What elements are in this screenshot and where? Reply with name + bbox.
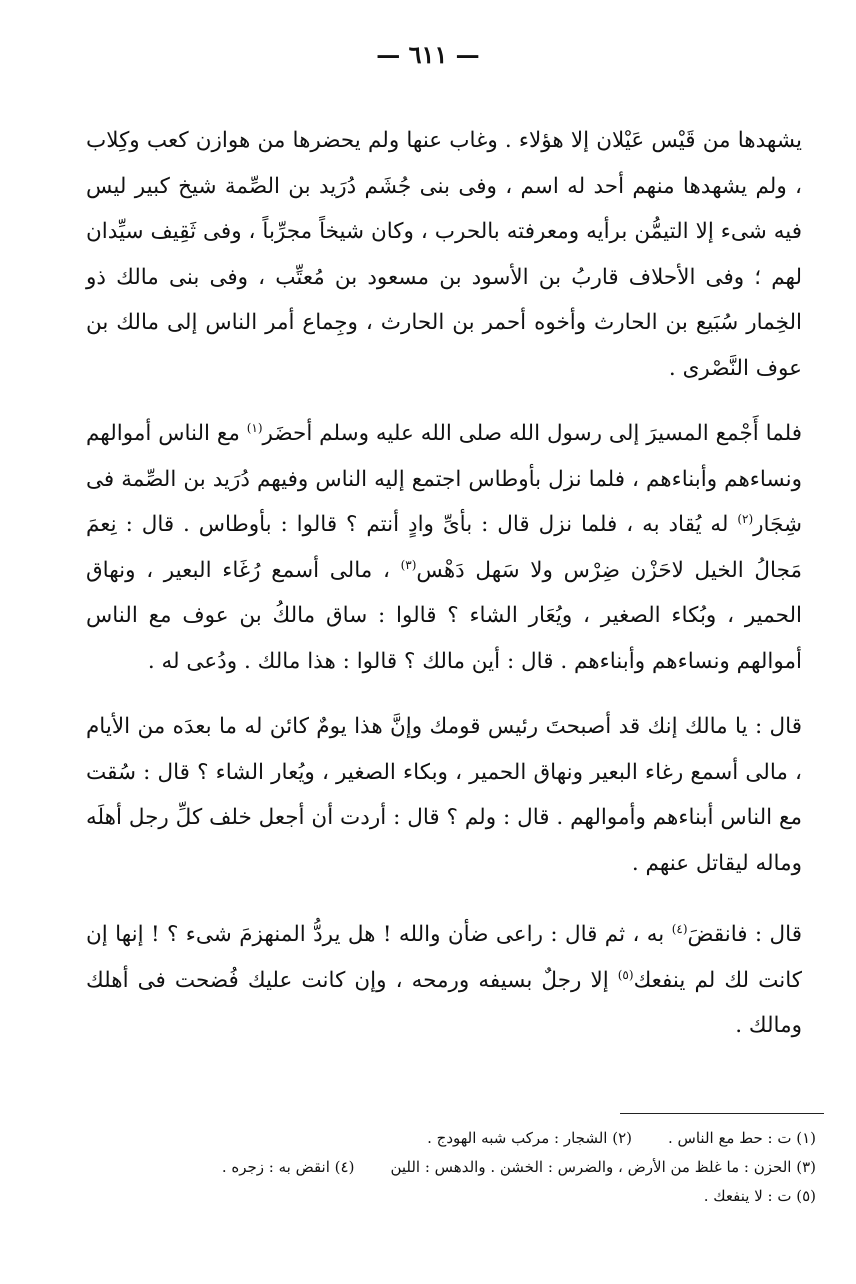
paragraph-2-part-1: فلما أَجْمع المسيرَ إلى رسول الله صلى الله عليه وسلم أحضَر [262,421,802,446]
footnote-4: (٤) انقض به : زجره . [221,1158,355,1176]
paragraph-1: يشهدها من قَيْس عَيْلان إلا هؤلاء . وغاب عنها ولم يحضرها من هوازن كعب وكِلاب ، ولم يشهدها منهم أحد له اسم ، وفى بنى جُشَم دُرَيد بن الصِّمة شيخ كبير ليس فيه شىء إلا التيمُّن برأيه ومعرفته بالحرب ، وكان شيخاً مجرِّباً ، وفى ثَقِيف سيِّدان لهم ؛ وفى الأحلاف قاربُ بن الأسود بن مسعود بن مُعتِّب ، وفى بنى مالك ذو الخِمار سُبَيع بن الحارث وأخوه أحمر بن الحارث ، وجِماع أمر الناس إلى مالك بن عوف النَّصْرى . [86,128,802,381]
paragraph-2-part-3: له يُقاد به ، فلما نزل قال : بأىِّ وادٍ أنتم ؟ قالوا : بأوطاس . قال : نِعمَ مَجالُ الخيل لاحَزْن ضِرْس ولا سَهل دَهْس [86,512,802,583]
footnote-ref-4: (٤) [671,921,688,936]
footnote-3: (٣) الحزن : ما غلظ من الأرض ، والضرس : الخشن . والدهس : اللين [390,1158,816,1176]
paragraph-2-part-2: مع الناس أموالهم ونساءهم وأبناءهم ، فلما نزل بأوطاس اجتمع إليه الناس وفيهم دُرَيد بن الصِّمة فى شِجَار [86,421,802,537]
footnote-ref-3: (٣) [400,557,417,572]
footnote-ref-2: (٢) [737,511,754,526]
paragraph-3: قال : يا مالك إنك قد أصبحتَ رئيس قومك وإنَّ هذا يومٌ كائن له ما بعدَه من الأيام ، مالى أسمع رغاء البعير ونهاق الحمير ، وبكاء الصغير ، ويُعار الشاء ؟ قال : سُقت مع الناس أبناءهم وأموالهم . قال : ولم ؟ قال : أردت أن أجعل خلف كلِّ رجل أهلَه وماله ليقاتل عنهم . [86,714,802,876]
paragraph-4-part-1: قال : فانقضَ [687,922,803,947]
paragraph-4-part-3: إلا رجلٌ بسيفه ورمحه ، وإن كانت عليك فُضحت فى أهلك ومالك . [86,967,802,1038]
footnote-1: (١) ت : حط مع الناس . [668,1129,816,1147]
paragraph-4-part-2: به ، ثم قال : راعى ضأن والله ! هل يردُّ المنهزمَ شىء ؟ ! إنها إن كانت لك لم ينفعك [86,922,802,993]
paragraph-4 [86,912,802,1049]
body-text [86,118,802,1049]
footnote-2: (٢) الشجار : مركب شبه الهودج . [427,1129,632,1147]
footnote-5: (٥) ت : لا ينفعك . [703,1187,816,1205]
footnote-spacer [632,1124,668,1153]
paragraph-2 [86,411,802,684]
footnote-ref-1: (١) [246,420,263,435]
footnote-ref-5: (٥) [617,967,634,982]
footnote-spacer [354,1153,390,1182]
page-number: — ٦١١ — [376,40,480,69]
footnote-divider [620,1113,824,1114]
paragraph-2-part-4: ، مالى أسمع رُغَاء البعير ، ونهاق الحمير ، وبُكاء الصغير ، ويُعَار الشاء ؟ قالوا : ساق مالكُ بن عوف مع الناس أموالهم ونساءهم وأبناءهم . قال : أين مالك ؟ قالوا : هذا مالك . ودُعى له . [86,557,802,674]
footnote-row [86,1153,816,1182]
footnote-row [86,1182,816,1211]
footnote-row [86,1124,816,1153]
footnotes [86,1124,816,1211]
